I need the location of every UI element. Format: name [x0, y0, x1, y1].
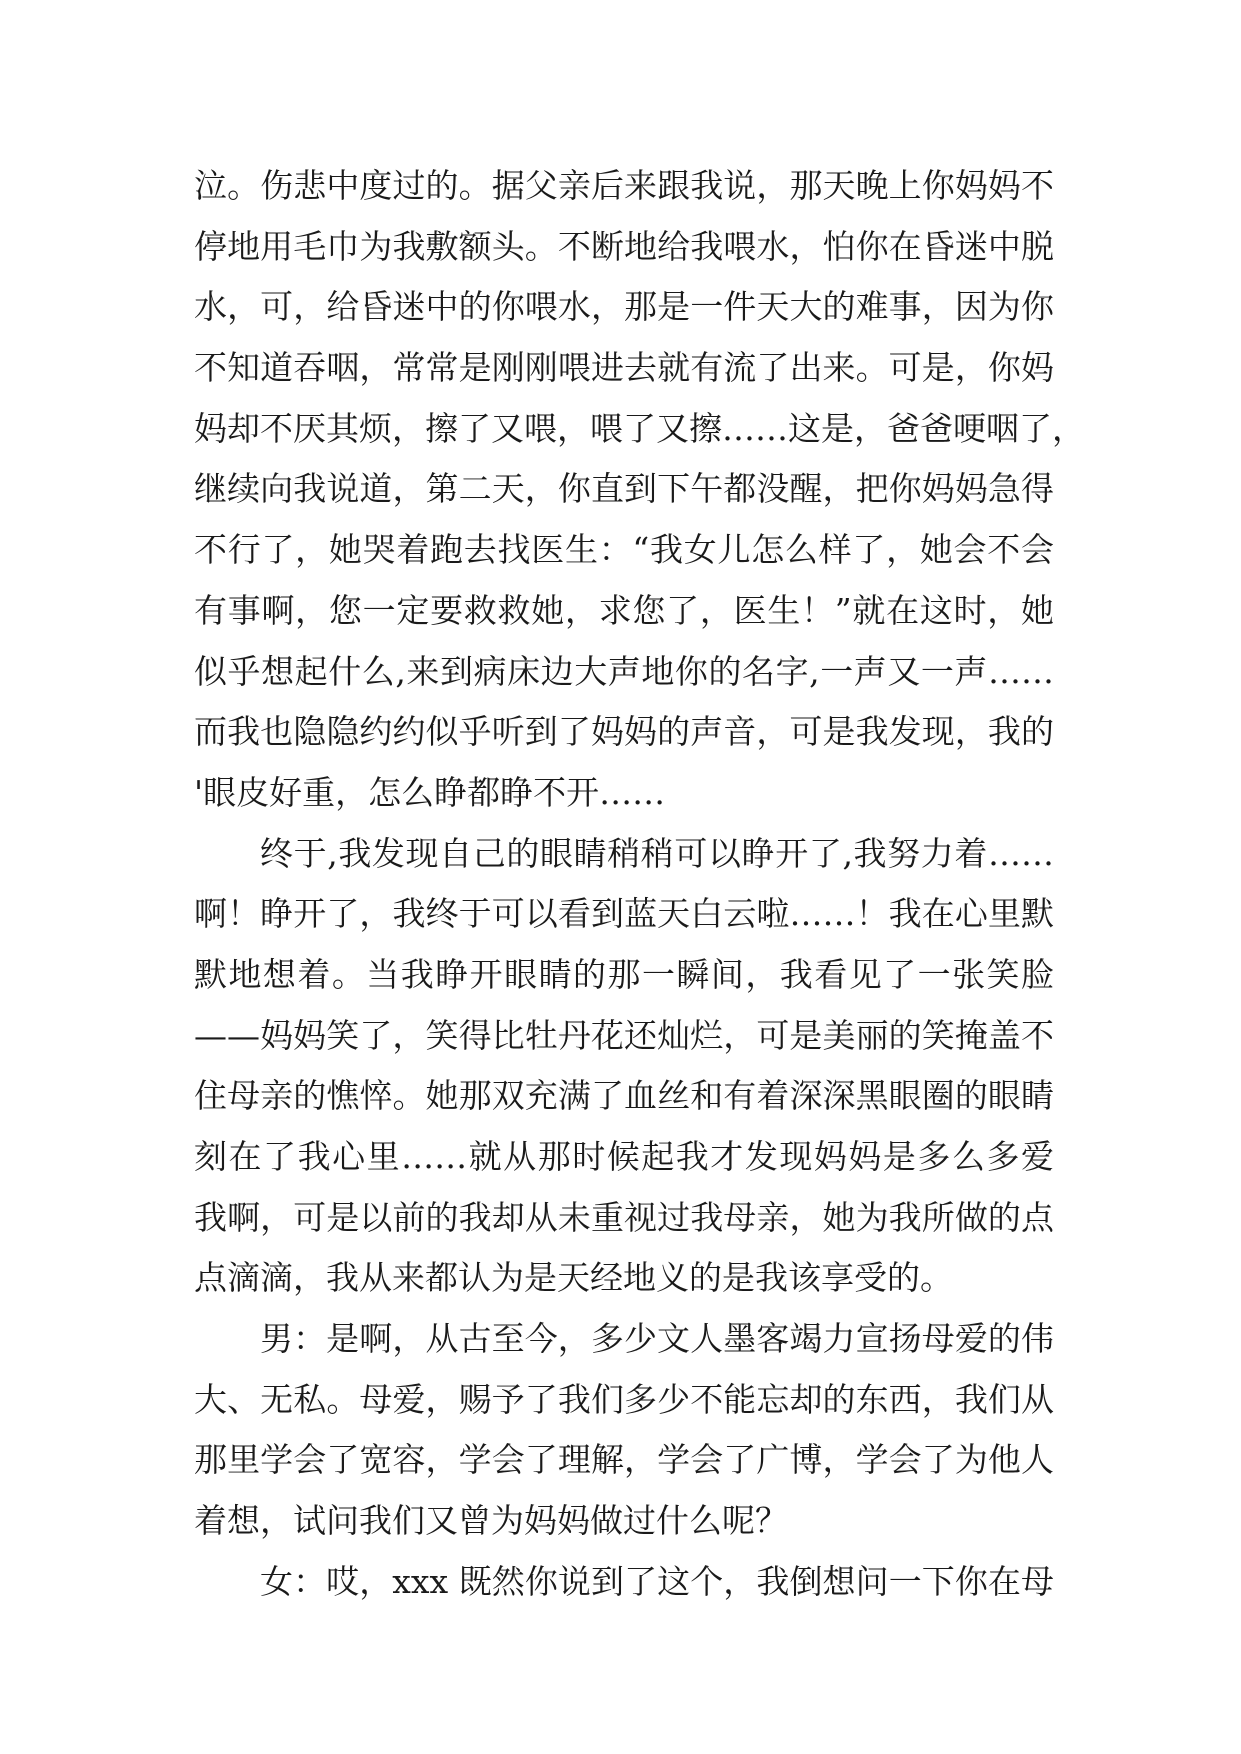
text-line: 女：哎，xxx 既然你说到了这个，我倒想问一下你在母 [260, 1561, 1054, 1601]
text-line: 有事啊，您一定要救救她，求您了，医生！”就在这时，她 [194, 590, 1054, 630]
text-line: 着想，试问我们又曾为妈妈做过什么呢？ [194, 1501, 788, 1541]
text-line: 而我也隐隐约约似乎听到了妈妈的声音，可是我发现，我的 [194, 712, 1054, 752]
text-line: 点滴滴，我从来都认为是天经地义的是我该享受的。 [194, 1258, 953, 1298]
text-line: 似乎想起什么,来到病床边大声地你的名字,一声又一声…… [194, 651, 1054, 691]
text-line: 终于,我发现自己的眼睛稍稍可以睁开了,我努力着…… [260, 833, 1054, 873]
text-line: 默地想着。当我睁开眼睛的那一瞬间，我看见了一张笑脸 [194, 954, 1054, 994]
text-line: 住母亲的憔悴。她那双充满了血丝和有着深深黑眼圈的眼睛 [194, 1076, 1054, 1116]
text-line: 刻在了我心里……就从那时候起我才发现妈妈是多么多爱 [194, 1137, 1054, 1176]
text-line: ——妈妈笑了，笑得比牡丹花还灿烂，可是美丽的笑掩盖不 [194, 1015, 1054, 1055]
text-line: 妈却不厌其烦，擦了又喂，喂了又擦……这是，爸爸哽咽了， [194, 408, 1085, 448]
text-line: 不行了，她哭着跑去找医生：“我女儿怎么样了，她会不会 [194, 530, 1054, 570]
text-line: 泣。伤悲中度过的。据父亲后来跟我说，那天晚上你妈妈不 [194, 166, 1054, 205]
text-line: 大、无私。母爱，赐予了我们多少不能忘却的东西，我们从 [194, 1379, 1054, 1419]
text-line: 不知道吞咽，常常是刚刚喂进去就有流了出来。可是，你妈 [194, 348, 1054, 388]
text-line: 那里学会了宽容，学会了理解，学会了广博，学会了为他人 [194, 1440, 1054, 1480]
document-body [194, 156, 1085, 1613]
text-line: 水，可，给昏迷中的你喂水，那是一件天大的难事，因为你 [194, 287, 1054, 327]
text-line: 我啊，可是以前的我却从未重视过我母亲，她为我所做的点 [194, 1197, 1054, 1237]
text-line: 继续向我说道，第二天，你直到下午都没醒，把你妈妈急得 [194, 469, 1054, 509]
text-line: 停地用毛巾为我敷额头。不断地给我喂水，怕你在昏迷中脱 [194, 226, 1054, 266]
text-line: 男：是啊，从古至今，多少文人墨客竭力宣扬母爱的伟 [260, 1319, 1054, 1359]
text-line: '眼皮好重，怎么睁都睁不开…… [194, 772, 666, 812]
text-line: 啊！睁开了，我终于可以看到蓝天白云啦……！我在心里默 [194, 894, 1054, 934]
